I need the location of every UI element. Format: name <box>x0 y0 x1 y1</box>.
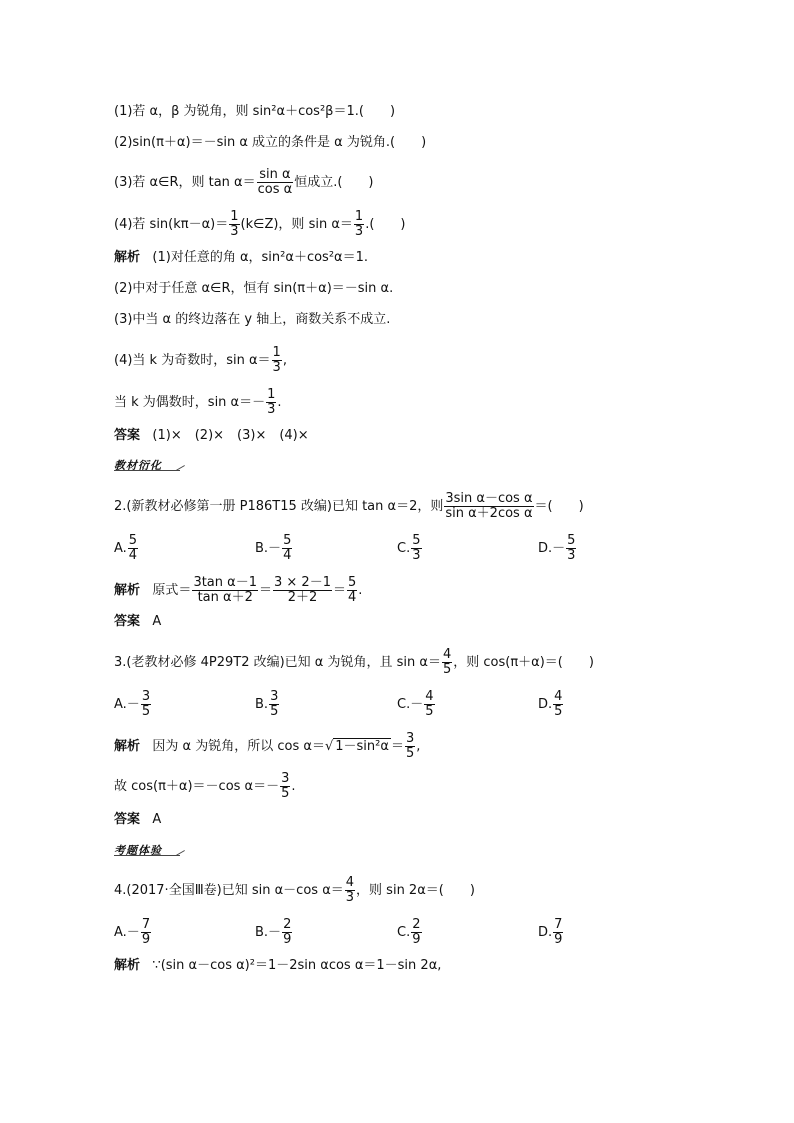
denominator: 2＋2 <box>287 590 318 605</box>
denominator: 5 <box>405 746 415 761</box>
denominator: 5 <box>442 662 452 677</box>
denominator: 5 <box>270 704 279 719</box>
q2-option-c[interactable] <box>397 534 423 563</box>
fraction <box>282 534 292 563</box>
fraction <box>411 918 421 947</box>
q4-option-d[interactable] <box>538 918 564 947</box>
numerator: 1 <box>230 209 239 224</box>
solution-text: ∵(sin α－cos α)²＝1－2sin αcos α＝1－sin 2α, <box>152 958 442 973</box>
equals-sign: ＝ <box>390 739 404 754</box>
q1-item-4-post: .( ) <box>365 217 406 232</box>
fraction <box>553 690 563 719</box>
q2-stem-post: ＝( ) <box>534 499 584 514</box>
solution-2-post: . <box>291 779 296 794</box>
denominator: 5 <box>425 704 434 719</box>
solution-post: , <box>416 739 421 754</box>
fraction <box>282 918 292 947</box>
fraction <box>280 772 290 801</box>
q2-option-d[interactable] <box>538 534 577 563</box>
q4-stem-pre: 4.(2017·全国Ⅲ卷)已知 sin α－cos α＝ <box>114 883 344 898</box>
fraction <box>345 876 355 905</box>
option-label: A. <box>114 541 127 556</box>
denominator: 9 <box>283 932 292 947</box>
numerator: 3 <box>141 689 151 704</box>
denominator: 3 <box>354 224 364 239</box>
solution-4-pre: (4)当 k 为奇数时，sin α＝ <box>114 353 271 368</box>
option-label: C. <box>397 925 411 940</box>
option-label: D. <box>538 697 553 712</box>
fraction <box>272 346 282 375</box>
denominator: 9 <box>141 932 151 947</box>
fraction <box>411 534 421 563</box>
fraction <box>354 210 364 239</box>
section-tag-exam: 考题体验 <box>114 844 162 857</box>
q1-solution-1 <box>114 248 368 268</box>
answer-label: 答案 <box>114 614 141 629</box>
denominator: 9 <box>554 932 563 947</box>
fraction <box>273 576 332 605</box>
q3-option-c[interactable] <box>397 690 436 719</box>
solution-label: 解析 <box>114 739 141 754</box>
fraction <box>192 576 258 605</box>
numerator: 5 <box>348 575 357 590</box>
q3-solution-1 <box>114 732 420 761</box>
solution-text: (1)对任意的角 α，sin²α＋cos²α＝1. <box>152 250 369 265</box>
q4-option-b[interactable] <box>255 918 293 947</box>
q1-item-3 <box>114 168 373 197</box>
q2-option-a[interactable] <box>114 534 139 563</box>
denominator: cos α <box>257 182 293 197</box>
answer-text: (1)× (2)× (3)× (4)× <box>152 428 309 443</box>
q4-option-a[interactable] <box>114 918 152 947</box>
q3-stem-post: ，则 cos(π＋α)＝( ) <box>453 655 594 670</box>
q4-stem-post: ，则 sin 2α＝( ) <box>356 883 475 898</box>
solution-label: 解析 <box>114 250 141 265</box>
q3-answer <box>114 810 161 830</box>
denominator: 5 <box>554 704 563 719</box>
q2-solution: 解析 原式＝ $\frac{\text{3tan α－1}}{\text{tan α＋2}}$ ＝ $\frac{3 \times 2-1}{2+2}$ ＝ $\frac{5}{4}$ . <box>114 575 363 605</box>
fraction <box>566 534 576 563</box>
denominator: 5 <box>281 786 290 801</box>
option-label: B.－ <box>255 925 282 940</box>
numerator: 1 <box>272 345 281 360</box>
answer-text: A <box>152 812 162 827</box>
q4-solution <box>114 956 441 976</box>
denominator: 4 <box>348 590 357 605</box>
numerator: 3 <box>281 771 290 786</box>
fraction <box>405 732 415 761</box>
q1-answer <box>114 426 309 446</box>
option-label: D.－ <box>538 541 566 556</box>
option-label: A.－ <box>114 697 140 712</box>
q1-item-4 <box>114 210 405 239</box>
denominator: 5 <box>141 704 151 719</box>
fraction <box>553 918 563 947</box>
fraction <box>128 534 138 563</box>
solution-5-pre: 当 k 为偶数时，sin α＝－ <box>114 395 266 410</box>
q3-stem-pre: 3.(老教材必修 4P29T2 改编)已知 α 为锐角，且 sin α＝ <box>114 655 441 670</box>
q2-stem-pre: 2.(新教材必修第一册 P186T15 改编)已知 tan α＝2，则 <box>114 499 444 514</box>
numerator: 1 <box>354 209 364 224</box>
option-label: B. <box>255 697 269 712</box>
option-label: C. <box>397 541 411 556</box>
q3-solution-2 <box>114 772 296 801</box>
q1-item-4-pre: (4)若 sin(kπ－α)＝ <box>114 217 229 232</box>
numerator: 2 <box>412 917 421 932</box>
denominator: 4 <box>283 548 292 563</box>
denominator: 3 <box>567 548 576 563</box>
numerator: 4 <box>345 875 355 890</box>
numerator: 3sin α－cos α <box>445 491 533 506</box>
solution-label: 解析 <box>114 958 141 973</box>
option-label: A.－ <box>114 925 140 940</box>
numerator: 3 × 2－1 <box>274 575 331 590</box>
fraction <box>424 690 434 719</box>
q1-item-3-post: 恒成立.( ) <box>294 175 374 190</box>
denominator: tan α＋2 <box>197 590 253 605</box>
numerator: 7 <box>554 917 563 932</box>
solution-pre: 原式＝ <box>152 583 192 598</box>
solution-2-pre: 故 cos(π＋α)＝－cos α＝－ <box>114 779 280 794</box>
denominator: 4 <box>128 548 138 563</box>
numerator: sin α <box>257 168 294 183</box>
numerator: 5 <box>412 533 421 548</box>
sqrt-sign: √ <box>324 739 334 754</box>
fraction <box>444 492 533 521</box>
fraction <box>266 388 276 417</box>
denominator: 3 <box>267 402 276 417</box>
solution-5-post: . <box>277 395 282 410</box>
numerator: 5 <box>567 533 576 548</box>
tag-underline <box>114 461 180 471</box>
fraction <box>229 210 239 239</box>
denominator: 3 <box>230 224 239 239</box>
option-label: D. <box>538 925 553 940</box>
answer-text: A <box>152 614 162 629</box>
q1-solution-4 <box>114 346 287 375</box>
q2-answer <box>114 612 161 632</box>
numerator: 3 <box>270 689 279 704</box>
q1-item-2: (2)sin(π＋α)＝－sin α 成立的条件是 α 为锐角.( ) <box>114 135 427 150</box>
option-label: C.－ <box>397 697 424 712</box>
solution-label: 解析 <box>114 583 141 598</box>
numerator: 3tan α－1 <box>193 575 257 590</box>
q1-solution-5 <box>114 388 282 417</box>
fraction <box>141 690 151 719</box>
numerator: 5 <box>283 533 292 548</box>
fraction <box>442 648 452 677</box>
numerator: 4 <box>554 689 563 704</box>
q2-stem <box>114 492 584 521</box>
numerator: 7 <box>141 917 151 932</box>
section-tag-textbook: 教材衍化 <box>114 459 162 472</box>
q1-item-1: (1)若 α，β 为锐角，则 sin²α＋cos²β＝1.( ) <box>114 104 396 119</box>
fraction <box>257 168 294 197</box>
denominator: 9 <box>412 932 421 947</box>
solution-pre: 因为 α 为锐角，所以 cos α＝ <box>152 739 325 754</box>
denominator: 3 <box>272 360 281 375</box>
numerator: 4 <box>425 689 434 704</box>
q1-solution-2: (2)中对于任意 α∈R，恒有 sin(π＋α)＝－sin α. <box>114 281 394 296</box>
solution-4-post: , <box>282 353 287 368</box>
q1-solution-3: (3)中当 α 的终边落在 y 轴上，商数关系不成立. <box>114 312 391 327</box>
fraction <box>141 918 151 947</box>
q2-option-b[interactable] <box>255 534 293 563</box>
q3-option-a[interactable] <box>114 690 152 719</box>
fraction <box>269 690 279 719</box>
q3-option-d[interactable] <box>538 690 564 719</box>
q3-stem <box>114 648 594 677</box>
q1-item-4-mid: (k∈Z)，则 sin α＝ <box>240 217 353 232</box>
denominator: sin α＋2cos α <box>445 506 533 521</box>
option-label: B.－ <box>255 541 282 556</box>
q1-item-3-pre: (3)若 α∈R，则 tan α＝ <box>114 175 256 190</box>
q4-option-c[interactable] <box>397 918 423 947</box>
answer-label: 答案 <box>114 428 141 443</box>
denominator: 3 <box>412 548 421 563</box>
tag-underline <box>114 846 180 856</box>
numerator: 3 <box>405 731 415 746</box>
numerator: 5 <box>128 533 138 548</box>
sqrt-body: 1－sin²α <box>335 739 389 754</box>
q4-stem <box>114 876 475 905</box>
answer-label: 答案 <box>114 812 141 827</box>
numerator: 4 <box>442 647 452 662</box>
denominator: 3 <box>345 890 355 905</box>
fraction <box>347 576 357 605</box>
numerator: 1 <box>267 387 276 402</box>
numerator: 2 <box>283 917 292 932</box>
q3-option-b[interactable] <box>255 690 280 719</box>
